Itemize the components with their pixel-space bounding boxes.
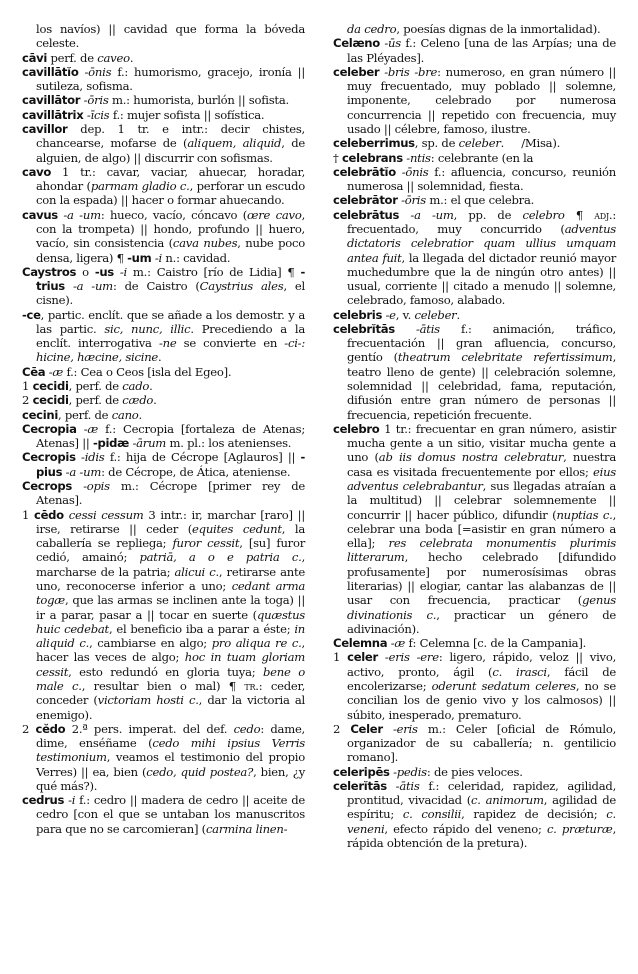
dictionary-entry: Celæno -ūs f.: Celeno [una de las Arpías; una de las Pléyades]. bbox=[333, 36, 616, 65]
dictionary-entry: cavillātor -ōris m.: humorista, burlón || sofista. bbox=[22, 93, 289, 108]
dictionary-entry: 2 cecidi, perf. de cædo. bbox=[22, 393, 157, 408]
dictionary-entry: da cedro, poesías dignas de la inmortalidad). bbox=[347, 22, 601, 36]
dictionary-entry: Cecropia -æ f.: Cecropia [fortaleza de Atenas; Atenas] || -pidæ -ārum m. pl.: los atenienses. bbox=[22, 421, 306, 451]
dictionary-entry: celebrātor -ōris m.: el que celebra. bbox=[333, 193, 535, 208]
dictionary-entry: 2 cĕdo 2.ª pers. imperat. del def. cedo: dame, dime, enséñame (cedo mihi ipsius Verris testimonium, veamos el testimonio del propio Verres) || ea, bien (cedo, quid postea?, bien, ¿y qué más?). bbox=[22, 721, 305, 793]
dictionary-entry: celebrĭtās -ātis f.: animación, tráfico, frecuentación || gran afluencia, concurso, gentío (theatrum celebritate refertissimum, teatro lleno de gente) || celebración solemne, solemnidad || celebridad, fama, reputación, difusión entre gran número de personas || frecuencia, repetición frecuente. bbox=[333, 321, 616, 422]
dictionary-entry: celebris -e, v. celeber. bbox=[333, 307, 460, 322]
dictionary-entry: Cecropis -idis f.: hija de Cécrope [Aglauros] || -pius -a -um: de Cécrope, de Ática, ateniense. bbox=[22, 450, 305, 479]
dictionary-entry: Celemna -æ f: Celemna [c. de la Campania]. bbox=[333, 636, 587, 651]
dictionary-entry: celebro 1 tr.: frecuentar en gran número, asistir mucha gente a un sitio, visitar mucha gente a uno (ab iis domus nostra celebratur, nuestra casa es visitada frecuentemente por ellos; eius adventus celebrabantur, sus llegadas atraían a la multitud) || celebrar solemnemente || concurrir || hacer público, difundir (nuptias c., celebrar una boda [=asistir en gran número a ella]; res celebrata monumentis plurimis litterarum, hecho celebrado [difundido profusamente] por numerosísimas obras literarias) || elogiar, cantar las alabanzas de || usar con frecuencia, practicar (genus divinationis c., practicar un género de adivinación). bbox=[333, 421, 617, 636]
dictionary-entry: 1 celer -eris -ere: ligero, rápido, veloz || vivo, activo, pronto, ágil (c. irasci, fácil de encolerizarse; oderunt sedatum celeres, no se concilian los de genio vivo y los calmosos) || súbito, inesperado, prematuro. bbox=[333, 650, 617, 722]
dictionary-entry: cavillātrix -īcis f.: mujer sofista || sofística. bbox=[22, 107, 265, 122]
dictionary-entry: cavo 1 tr.: cavar, vaciar, ahuecar, horadar, ahondar (parmam gladio c., perforar un escudo con la espada) || hacer o formar ahuecando. bbox=[22, 164, 305, 208]
dictionary-entry: los navíos) || cavidad que forma la bóveda celeste. bbox=[36, 22, 305, 51]
dictionary-entry: † celebrans -ntis: celebrante (en la bbox=[333, 150, 534, 165]
dictionary-entry: cāvi perf. de caveo. bbox=[22, 50, 134, 65]
dictionary-entry: cavus -a -um: hueco, vacío, cóncavo (œre cavo, con la trompeta) || hondo, profundo || huero, vacío, sin consistencia (cava nubes, nube poco densa, ligera) ¶ -um -i n.: cavidad. bbox=[22, 207, 305, 265]
dictionary-entry: cavillor dep. 1 tr. e intr.: decir chistes, chancearse, mofarse de (aliquem, aliquid, de alguien, de algo) || discurrir con sofismas. bbox=[22, 121, 305, 165]
dictionary-entry: celeberrimus, sp. de celeber. /Misa). bbox=[333, 136, 561, 151]
dictionary-entry: Caystros o -us -i m.: Caistro [río de Lidia] ¶ -trius -a -um: de Caistro (Caystrius ales, el cisne). bbox=[22, 264, 305, 308]
dictionary-entry: cecini, perf. de cano. bbox=[22, 407, 142, 422]
dictionary-entry: Cecrops -opis m.: Cécrope [primer rey de Atenas]. bbox=[22, 479, 306, 508]
dictionary-entry: -ce, partic. enclít. que se añade a los demostr. y a las partic. sic, nunc, illic. Precediendo a la enclít. interrogativa -ne se convierte en -ci-: hicine, hæcine, sicine. bbox=[22, 307, 305, 365]
dictionary-entry: celerĭtās -ātis f.: celeridad, rapidez, agilidad, prontitud, vivacidad (c. animorum, agilidad de espíritu; c. consilii, rapidez de decisión; c. veneni, efecto rápido del veneno; c. præturæ, rápida obtención de la pretura). bbox=[333, 778, 617, 851]
dictionary-entry: cavillātĭo -ōnis f.: humorismo, gracejo, ironía || sutileza, sofisma. bbox=[22, 64, 305, 94]
right-column bbox=[333, 22, 616, 850]
dictionary-entry: 1 cēdo cessi cessum 3 intr.: ir, marchar [raro] || irse, retirarse || ceder (equites cedunt, la caballería se repliega; furor cessit, [su] furor cedió, amainó; patriā, a o e patria c., marcharse de la patria; alicui c., retirarse ante uno, reconocerse inferior a uno; cedant arma togæ, que las armas se inclinen ante la toga) || ir a parar, pasar a || tocar en suerte (quæstus huic cedebat, el beneficio iba a parar a éste; in aliquid c., cambiarse en algo; pro aliqua re c., hacer las veces de algo; hoc in tuam gloriam cessit, esto redundó en gloria tuya; bene o male c., resultar bien o mal) ¶ tr.: ceder, conceder (victoriam hosti c., dar la victoria al enemigo). bbox=[22, 507, 306, 722]
dictionary-entry: celebrātus -a -um, pp. de celebro ¶ adj.: frecuentado, muy concurrido (adventus dictatoris celebratior quam ullius umquam antea fuit, la llegada del dictador reunió mayor muchedumbre que la de ningún otro antes) || usual, corriente || citado a menudo || solemne, celebrado, famoso, alabado. bbox=[333, 207, 617, 308]
dictionary-entry: celeber -bris -bre: numeroso, en gran número || muy frecuentado, muy poblado || solemne, imponente, celebrado por numerosa concurrencia || repetido con frecuencia, muy usado || célebre, famoso, ilustre. bbox=[333, 64, 616, 136]
left-column bbox=[22, 22, 305, 836]
dictionary-entry: Cēa -æ f.: Cea o Ceos [isla del Egeo]. bbox=[22, 364, 232, 379]
dictionary-entry: cedrus -i f.: cedro || madera de cedro || aceite de cedro [con el que se untaban los manuscritos para que no se carcomieran] (carmina linen- bbox=[22, 793, 306, 836]
dictionary-entry: celebrātĭo -ōnis f.: afluencia, concurso, reunión numerosa || solemnidad, fiesta. bbox=[333, 164, 617, 194]
dictionary-entry: 1 cecidi, perf. de cado. bbox=[22, 379, 153, 394]
dictionary-entry: celeripēs -pedis: de pies veloces. bbox=[333, 764, 523, 779]
dictionary-entry: 2 Celer -eris m.: Celer [oficial de Rómulo, organizador de su caballería; n. gentilicio romano]. bbox=[333, 721, 617, 765]
